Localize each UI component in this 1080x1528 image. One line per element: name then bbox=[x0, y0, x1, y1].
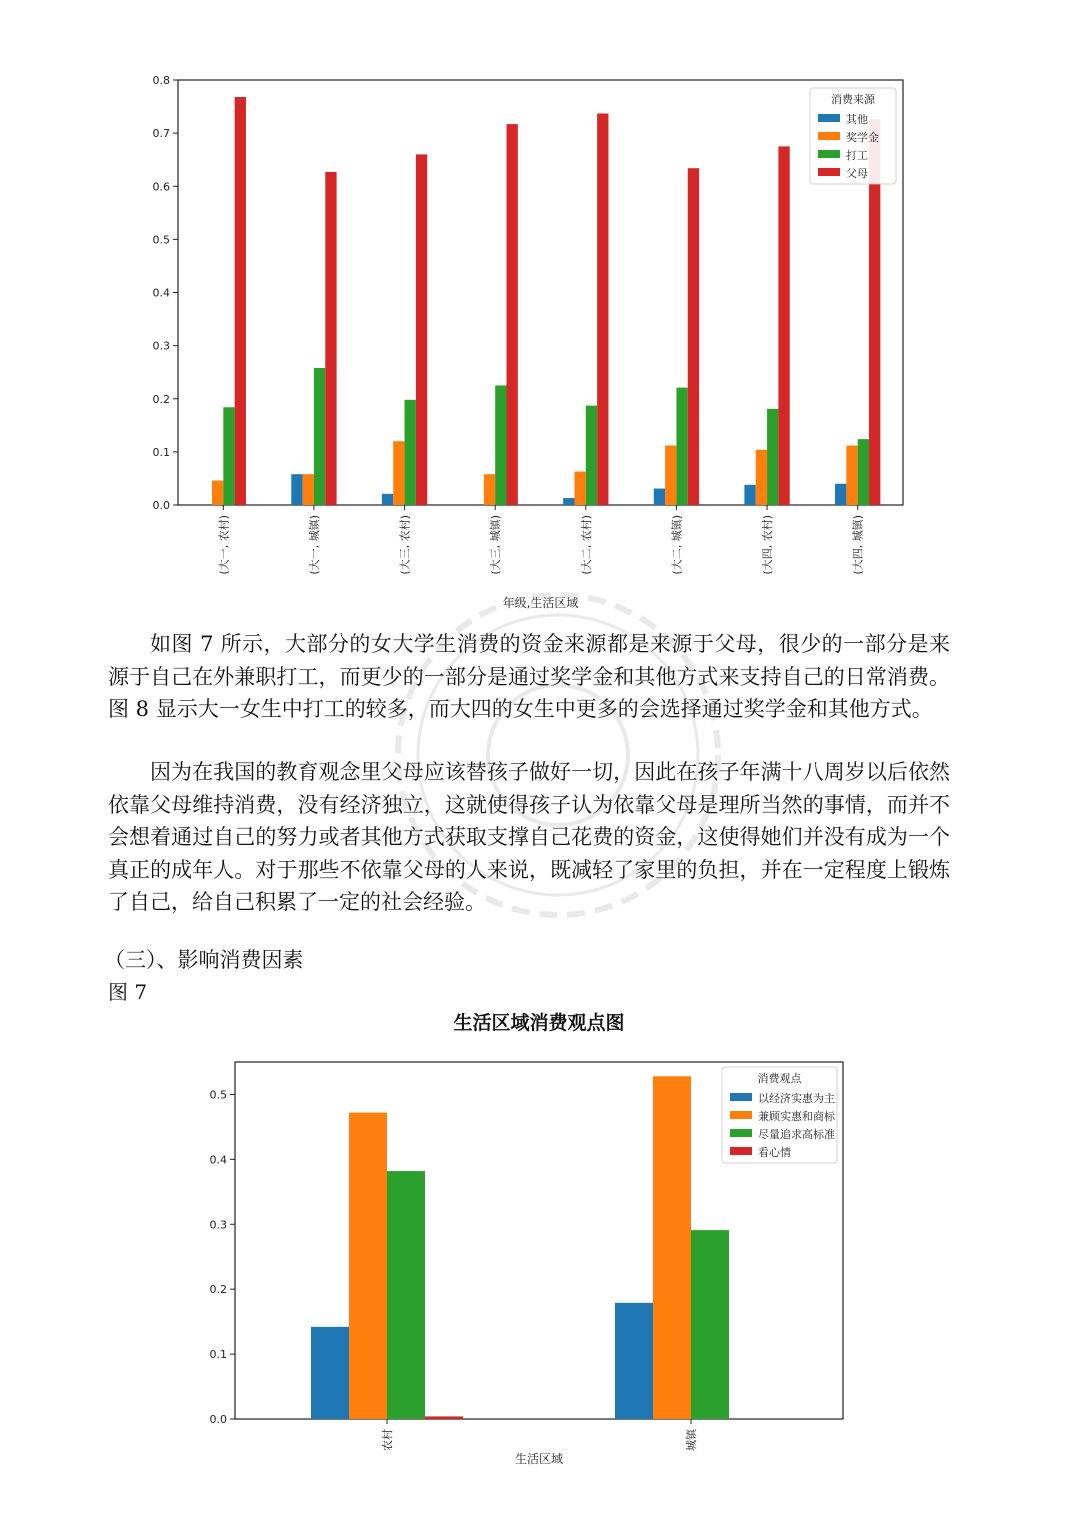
bar bbox=[235, 97, 246, 505]
figure-label: 图 7 bbox=[108, 980, 148, 1004]
y-tick-label: 0.4 bbox=[152, 286, 170, 300]
legend-label: 尽量追求高标准 bbox=[758, 1128, 835, 1141]
bar bbox=[387, 1171, 425, 1419]
bar bbox=[349, 1113, 387, 1419]
legend-label: 兼顾实惠和商标 bbox=[758, 1110, 835, 1123]
y-tick-label: 0.1 bbox=[209, 1348, 227, 1362]
bar bbox=[676, 388, 687, 505]
bar bbox=[223, 407, 234, 505]
x-tick-label: (大一, 城镇) bbox=[307, 515, 321, 575]
x-tick-label: 城镇 bbox=[685, 1429, 698, 1451]
bar bbox=[507, 124, 518, 505]
y-tick-label: 0.4 bbox=[209, 1153, 227, 1167]
legend-swatch bbox=[730, 1111, 752, 1119]
x-tick-label: (大四, 城镇) bbox=[851, 515, 865, 575]
bar bbox=[835, 484, 846, 505]
bar bbox=[586, 406, 597, 505]
bar bbox=[484, 474, 495, 505]
y-tick-label: 0.5 bbox=[209, 1088, 227, 1102]
x-tick-label: (大一, 农村) bbox=[217, 515, 231, 575]
bar bbox=[574, 472, 585, 505]
bar bbox=[767, 409, 778, 505]
chart-title: 生活区域消费观点图 bbox=[453, 1012, 625, 1034]
x-axis-label: 年级,生活区域 bbox=[502, 596, 579, 610]
x-tick-label: (大二, 城镇) bbox=[670, 515, 684, 575]
legend-swatch bbox=[730, 1129, 752, 1137]
bar bbox=[756, 450, 767, 505]
bar bbox=[563, 498, 574, 505]
legend-swatch bbox=[818, 150, 840, 158]
legend-title: 消费来源 bbox=[831, 93, 875, 106]
bar bbox=[405, 400, 416, 505]
bar bbox=[325, 172, 336, 505]
region-consumption-view-bar-chart bbox=[195, 1005, 865, 1475]
bar bbox=[495, 385, 506, 505]
bar bbox=[597, 113, 608, 505]
legend-label: 以经济实惠为主 bbox=[758, 1092, 835, 1105]
y-tick-label: 0.2 bbox=[152, 392, 170, 406]
bar bbox=[846, 446, 857, 506]
y-tick-label: 0.3 bbox=[209, 1218, 227, 1232]
y-tick-label: 0.0 bbox=[209, 1413, 227, 1426]
bar bbox=[615, 1303, 653, 1419]
section-heading: （三）、影响消费因素 bbox=[104, 948, 304, 972]
legend-label: 奖学金 bbox=[846, 131, 879, 144]
bar bbox=[291, 474, 302, 505]
bar bbox=[416, 154, 427, 505]
legend-swatch bbox=[818, 114, 840, 122]
y-tick-label: 0.3 bbox=[152, 339, 170, 353]
bar bbox=[778, 146, 789, 505]
y-tick-label: 0.6 bbox=[152, 180, 170, 194]
x-tick-label: (大四, 农村) bbox=[761, 515, 775, 575]
x-tick-label: (大三, 农村) bbox=[398, 515, 412, 575]
bar bbox=[303, 474, 314, 505]
legend-swatch bbox=[818, 132, 840, 140]
x-tick-label: 农村 bbox=[381, 1429, 394, 1451]
bar bbox=[314, 368, 325, 505]
legend-title: 消费观点 bbox=[757, 1072, 802, 1085]
bar bbox=[212, 481, 223, 505]
bar bbox=[654, 489, 665, 505]
bar bbox=[653, 1076, 691, 1419]
legend-label: 父母 bbox=[846, 167, 868, 180]
bar bbox=[425, 1416, 463, 1419]
paragraph-parent-dependence: 因为在我国的教育观念里父母应该替孩子做好一切，因此在孩子年满十八周岁以后依然依靠父母维持消费，没有经济独立，这就使得孩子认为依靠父母是理所当然的事情，而并不会想着通过自己的努力或者其他方式获取支撑自己花费的资金，这使得她们并没有成为一个真正的成年人。对于那些不依靠父母的人来说，既减轻了家里的负担，并在一定程度上锻炼了自己，给自己积累了一定的社会经验。 bbox=[108, 760, 950, 914]
bar bbox=[393, 441, 404, 505]
legend-label: 看心情 bbox=[758, 1146, 791, 1159]
plot-frame bbox=[178, 80, 903, 505]
bar bbox=[382, 494, 393, 505]
funding-source-bar-chart bbox=[140, 70, 930, 615]
bar bbox=[744, 485, 755, 505]
y-tick-label: 0.7 bbox=[152, 127, 170, 141]
y-tick-label: 0.1 bbox=[152, 445, 170, 459]
y-tick-label: 0.0 bbox=[152, 499, 170, 512]
x-tick-label: (大二, 农村) bbox=[579, 515, 593, 575]
paragraph-funding-source: 如图 7 所示，大部分的女大学生消费的资金来源都是来源于父母，很少的一部分是来源于自己在外兼职打工，而更少的一部分是通过奖学金和其他方式来支持自己的日常消费。图 8 显示大一女生中打工的较多，而大四的女生中更多的会选择通过奖学金和其他方式。 bbox=[108, 632, 950, 721]
legend-label: 其他 bbox=[846, 113, 868, 126]
legend-swatch bbox=[818, 168, 840, 176]
legend-swatch bbox=[730, 1147, 752, 1155]
x-tick-label: (大三, 城镇) bbox=[489, 515, 503, 575]
bar bbox=[665, 446, 676, 506]
bar bbox=[311, 1327, 349, 1419]
y-tick-label: 0.8 bbox=[152, 74, 170, 87]
legend-label: 打工 bbox=[846, 149, 868, 162]
legend-swatch bbox=[730, 1093, 752, 1101]
bar bbox=[858, 439, 869, 505]
bar bbox=[688, 168, 699, 505]
bar bbox=[691, 1230, 729, 1419]
y-tick-label: 0.5 bbox=[152, 233, 170, 247]
y-tick-label: 0.2 bbox=[209, 1283, 227, 1297]
x-axis-label: 生活区域 bbox=[514, 1452, 564, 1466]
